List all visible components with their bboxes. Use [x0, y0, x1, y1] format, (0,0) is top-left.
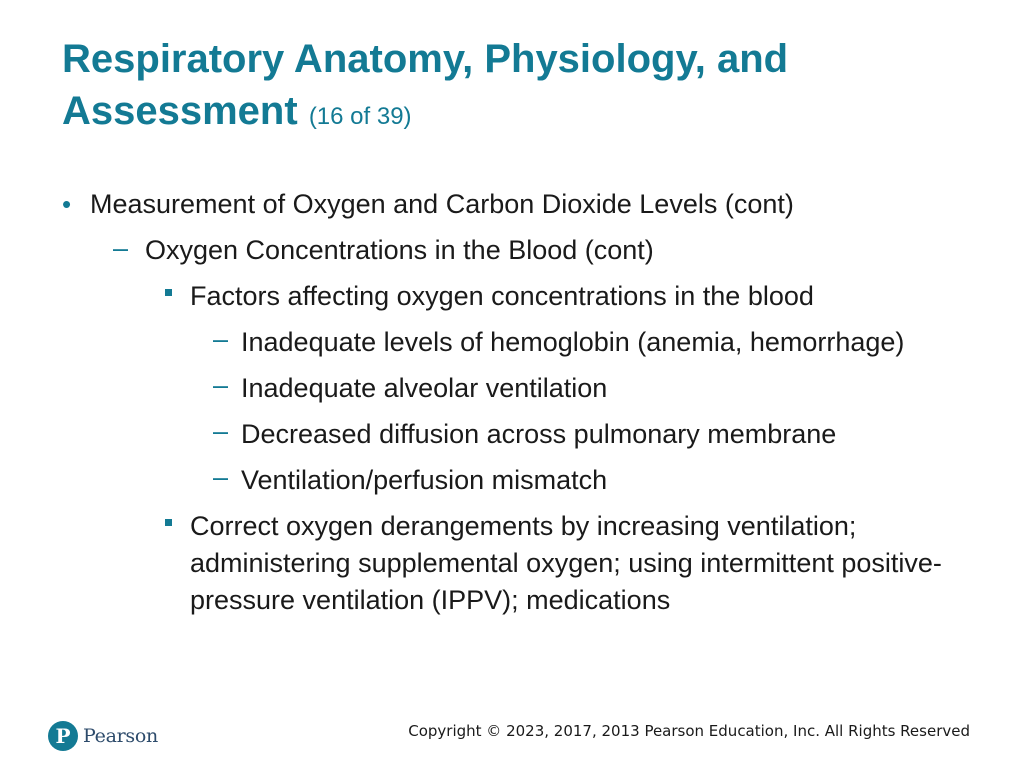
bullet-text: Measurement of Oxygen and Carbon Dioxide Levels (cont) [90, 189, 794, 219]
dash-icon: – [113, 233, 129, 263]
pearson-logo-icon: P [48, 721, 78, 751]
bullet-text: Correct oxygen derangements by increasing ventilation; administering supplemental oxygen; using intermittent positive-pressure ventilation (IPPV); medications [190, 511, 942, 615]
bullet-item [113, 232, 965, 269]
bullet-text: Ventilation/perfusion mismatch [241, 465, 608, 495]
pearson-logo [48, 718, 158, 754]
bullet-text: Inadequate levels of hemoglobin (anemia, hemorrhage) [241, 327, 905, 357]
bullet-item [213, 416, 981, 453]
square-bullet-icon [165, 289, 172, 296]
bullet-list [0, 186, 1024, 628]
bullet-item [190, 278, 980, 315]
slide-title [62, 33, 982, 143]
dash-icon: – [213, 370, 229, 400]
dash-icon: – [213, 462, 229, 492]
bullet-item [213, 462, 981, 499]
bullet-text: Decreased diffusion across pulmonary membrane [241, 419, 837, 449]
bullet-item [190, 508, 980, 619]
square-bullet-icon [165, 519, 172, 526]
slide-title-text: Respiratory Anatomy, Physiology, and Assessment [62, 37, 789, 133]
dash-icon: – [213, 324, 229, 354]
dash-icon: – [213, 416, 229, 446]
bullet-item [62, 186, 970, 223]
bullet-text: Oxygen Concentrations in the Blood (cont) [145, 235, 654, 265]
bullet-dot-icon: • [62, 189, 72, 219]
bullet-text: Inadequate alveolar ventilation [241, 373, 608, 403]
pearson-logo-text: Pearson [83, 725, 158, 747]
copyright-notice: Copyright © 2023, 2017, 2013 Pearson Education, Inc. All Rights Reserved [408, 722, 970, 740]
bullet-item [213, 324, 981, 361]
bullet-text: Factors affecting oxygen concentrations in the blood [190, 281, 814, 311]
bullet-item [213, 370, 981, 407]
slide-counter: (16 of 39) [308, 103, 412, 130]
